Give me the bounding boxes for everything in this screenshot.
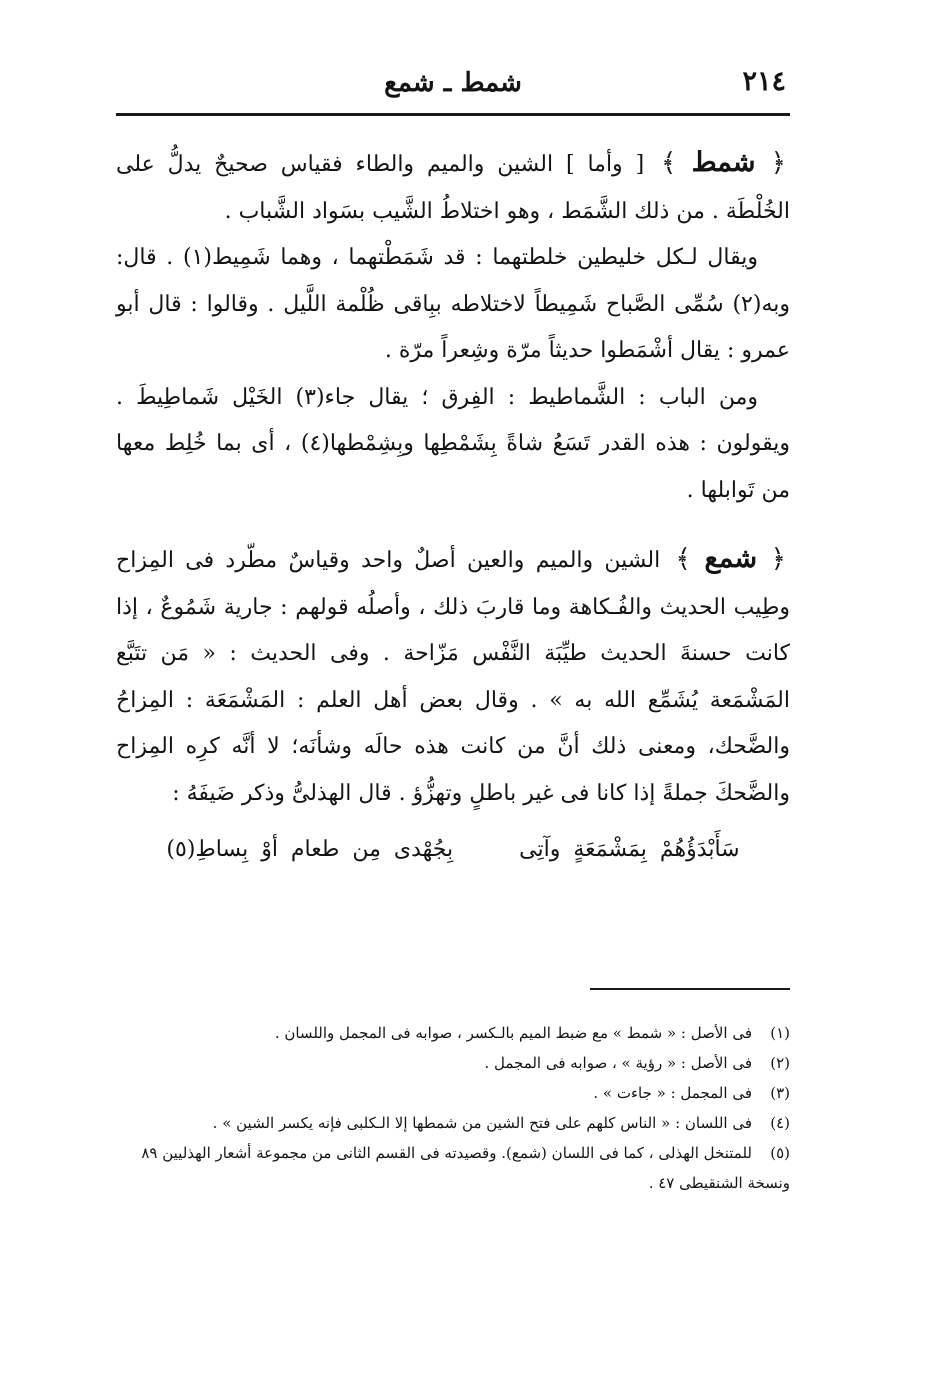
footnote <box>116 1108 790 1138</box>
entry-shama <box>116 536 790 874</box>
paragraph-text: [ وأما ] الشين والميم والطاء فقياس صحيحٌ يدلُّ على الخُلْطَة . من ذلك الشَّمَط ، وهو اختلاطُ الشَّيب بسَواد الشَّباب . <box>116 152 790 224</box>
footnote-text: فى اللسان : « الناس كلهم على فتح الشين من شمطها إلا الـكلبى فإنه يكسر الشين » . <box>212 1114 752 1132</box>
paragraph-text: الشين والميم والعين أصلٌ واحد وقياسٌ مطّرد فى المِزاح وطِيب الحديث والفُـكاهة وما قاربَ ذلك ، وأصلُه قولهم : جارية شَمُوعٌ ، إذا كانت حسنةَ الحديث طيِّبَة النَّفْس مَزّاحة . وفى الحديث : « مَن تتَبَّع المَشْمَعة يُشَمِّع الله به » . وقال بعض أهل العلم : المَشْمَعَة : المِزاحُ والضَّحك، ومعنى ذلك أنَّ من كانت هذه حالَه وشأنَه؛ لا أنَّه كرِه المِزاح والضَّحكَ جملةً إذا كانا فى غير باطلٍ وتهزُّؤ . قال الهذلىُّ وذكر ضَيفَهُ : <box>116 548 790 806</box>
poem-first-hemistich: سَأَبْدَؤُهُمْ بِمَشْمَعَةٍ وآتِى <box>519 837 740 862</box>
footnote-text: فى المجمل : « جاءت » . <box>593 1084 752 1102</box>
footnote-text: للمتنخل الهذلى ، كما فى اللسان (شمع). وقصيدته فى القسم الثانى من مجموعة أشعار الهذليين ٨٩ ونسخة الشنقيطى ٤٧ . <box>141 1144 790 1192</box>
header-rule <box>116 113 790 116</box>
poem-verse <box>116 827 790 874</box>
entry-paragraph: ومن الباب : الشَّماطيط : الفِرق ؛ يقال جاء(٣) الخَيْل شَماطِيطَ . ويقولون : هذه القدر تَسَعُ شاةً بِشَمْطِها وبِشِمْطها(٤) ، أى بما خُلِط معها من تَوابلها . <box>116 384 790 503</box>
footnote-text: فى الأصل : « شمط » مع ضبط الميم بالـكسر ، صوابه فى المجمل واللسان . <box>274 1024 752 1042</box>
footnote-number: (٤) <box>770 1114 790 1132</box>
footnote <box>116 1048 790 1078</box>
footnote <box>116 1078 790 1108</box>
poem-second-hemistich: بِجُهْدى مِن طعام أوْ بِساطِ(٥) <box>166 837 454 862</box>
footnotes <box>116 1018 790 1198</box>
page-header <box>116 62 790 112</box>
footnote-number: (٣) <box>770 1084 790 1102</box>
entry-shamat <box>116 140 790 514</box>
running-head: شمط ـ شمع <box>384 68 522 98</box>
footnote <box>116 1018 790 1048</box>
dictionary-text <box>116 140 790 874</box>
footnote-number: (٢) <box>770 1054 790 1072</box>
page-number: ٢١٤ <box>742 66 786 97</box>
headword: ﴿ شمع ﴾ <box>675 543 787 574</box>
footnote-text: فى الأصل : « رؤية » ، صوابه فى المجمل . <box>484 1054 752 1072</box>
entry-paragraph <box>116 536 790 817</box>
headword: ﴿ شمط ﴾ <box>661 147 786 178</box>
footnote-number: (٥) <box>770 1144 790 1162</box>
footnote-number: (١) <box>770 1024 790 1042</box>
entry-spacer <box>116 514 790 536</box>
entry-paragraph: ويقال لـكل خليطين خلطتهما : قد شَمَطْتهما ، وهما شَمِيط(١) . قال: وبه(٢) سُمِّى الصَّباح شَمِيطاً لاختلاطه ببِاقى ظُلْمة اللَّيل . وقالوا : قال أبو عمرو : يقال أشْمَطوا حديثاً مرّة وشِعراً مرّة . <box>116 245 790 363</box>
footnote <box>116 1138 790 1198</box>
entry-paragraph <box>116 140 790 235</box>
footnote-rule <box>590 988 790 990</box>
